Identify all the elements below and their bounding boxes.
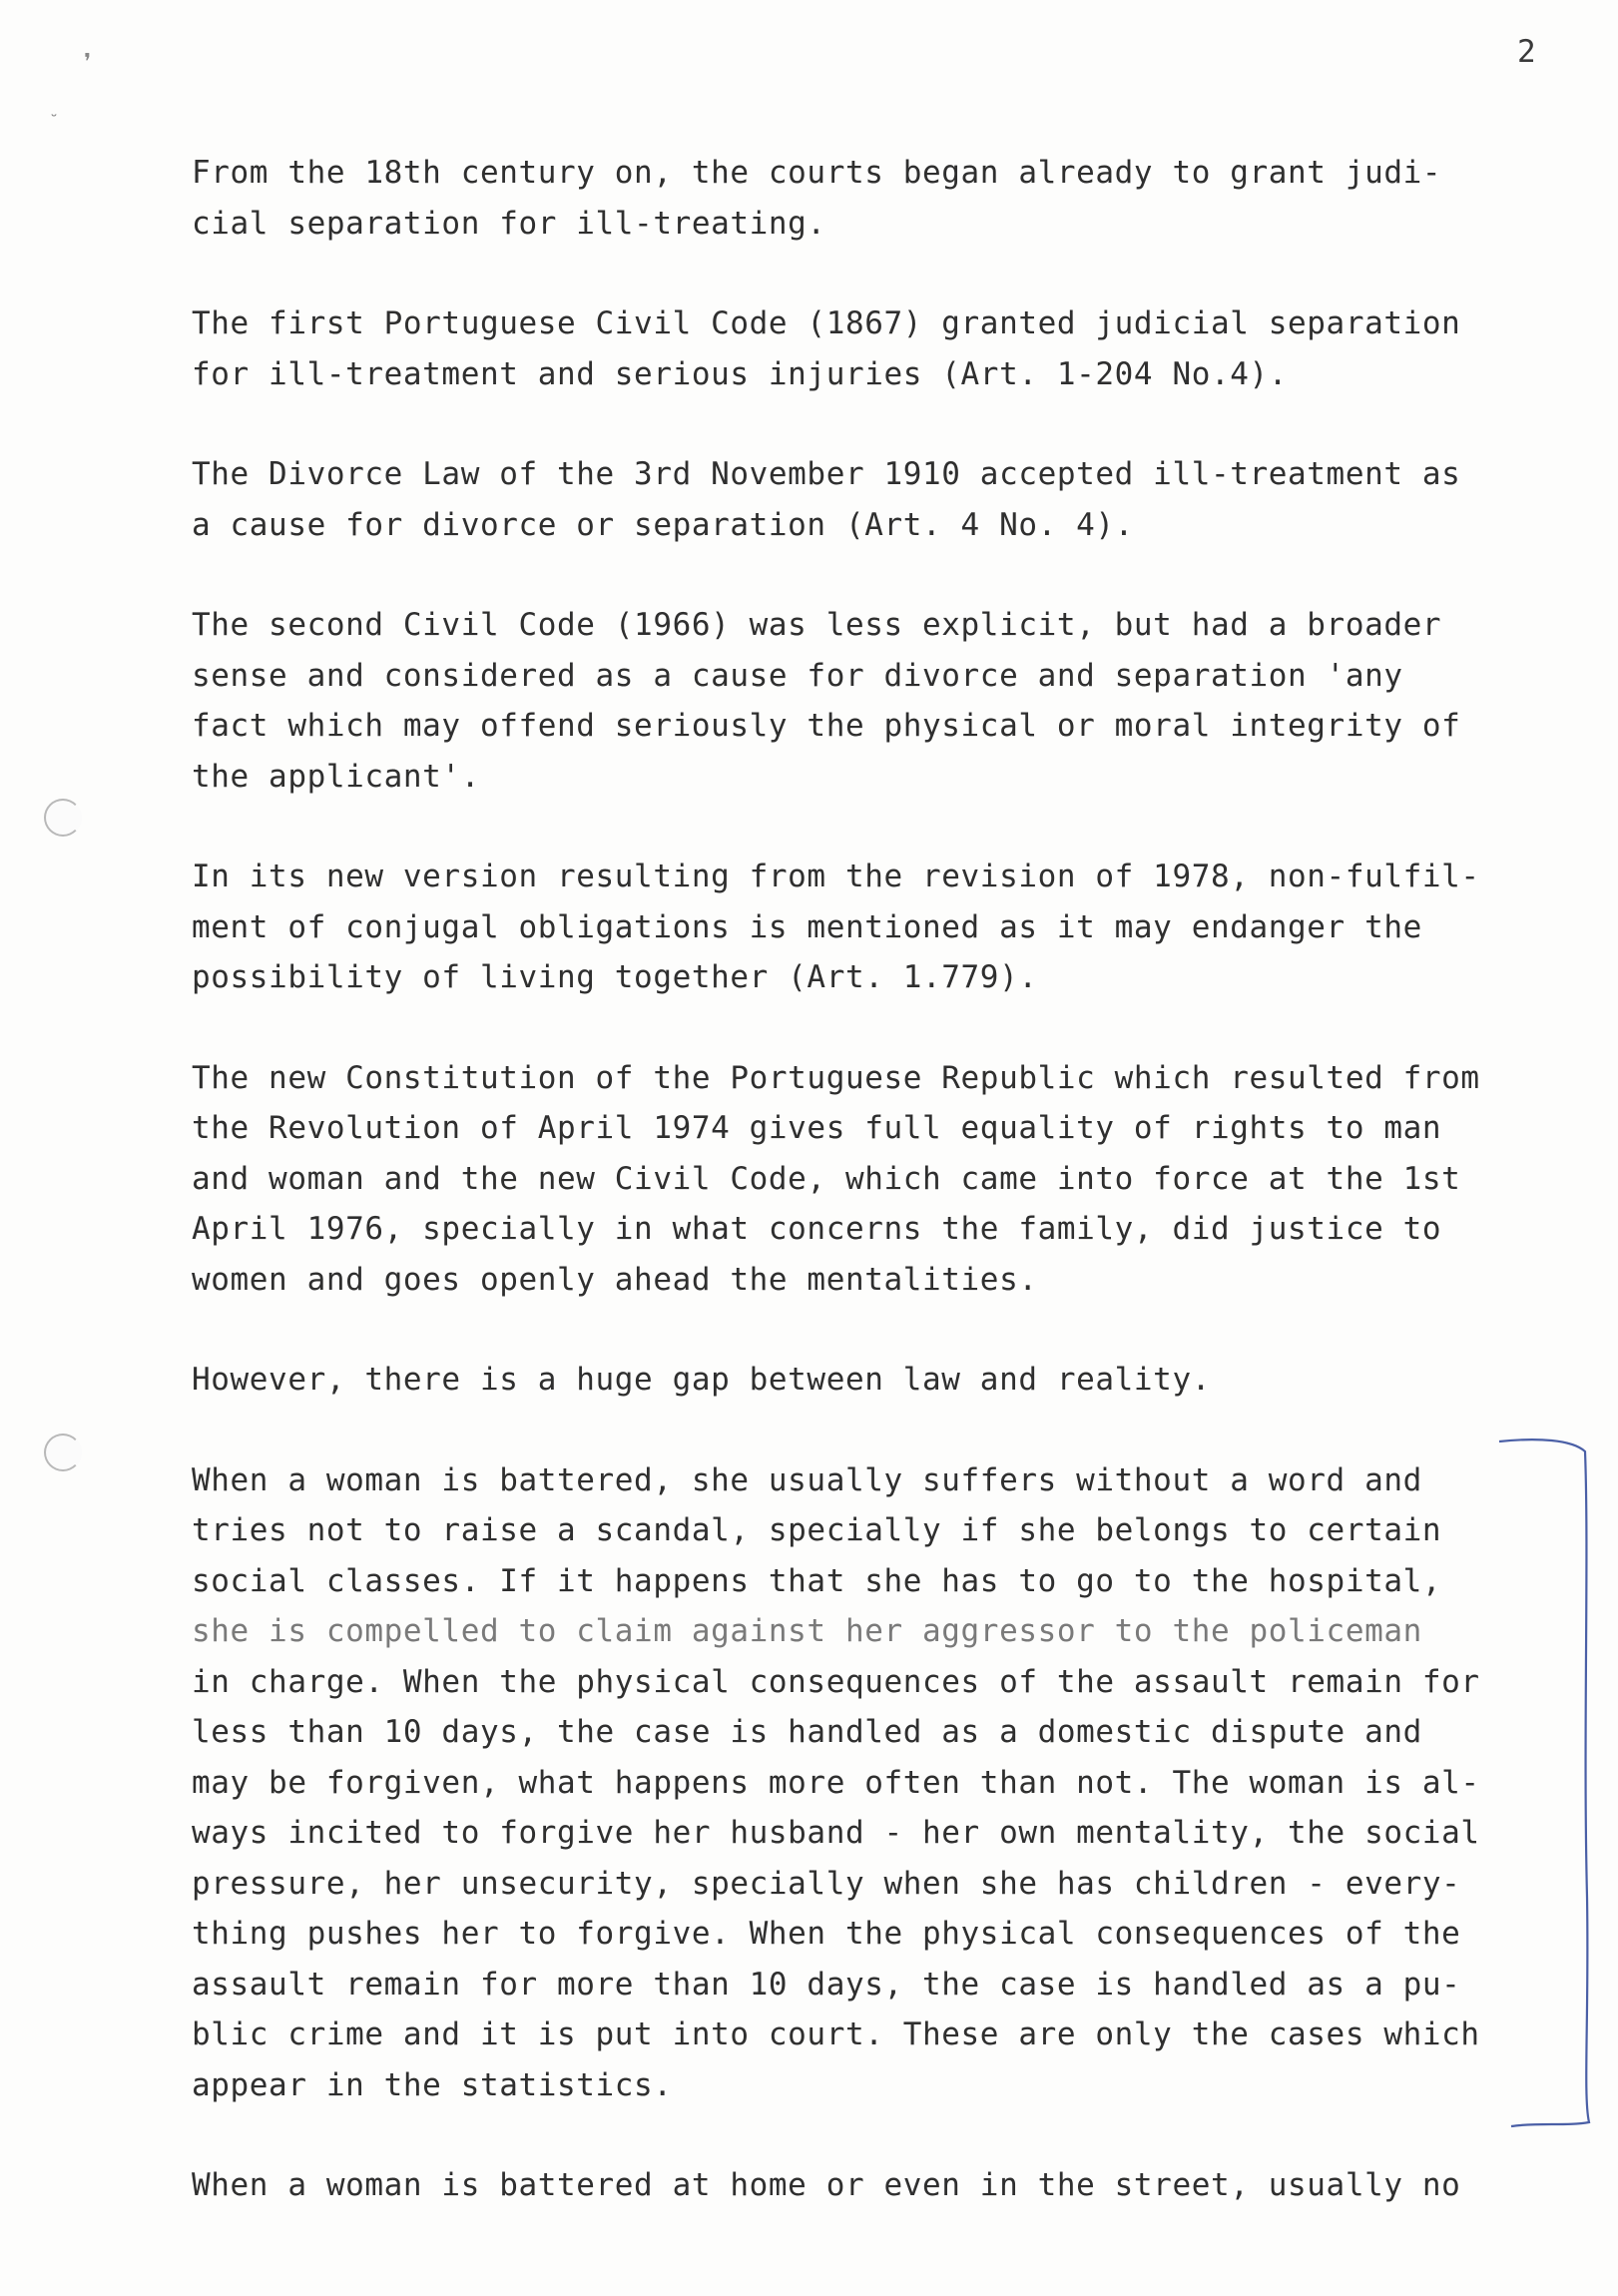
text-line: ways incited to forgive her husband - her own mentality, the social bbox=[192, 1815, 1480, 1851]
paragraph bbox=[192, 148, 1569, 249]
text-line: assault remain for more than 10 days, the case is handled as a pu- bbox=[192, 1966, 1461, 2003]
body-text bbox=[192, 148, 1569, 2261]
text-line: for ill-treatment and serious injuries (Art. 1-204 No.4). bbox=[192, 355, 1289, 392]
text-line: may be forgiven, what happens more often than not. The woman is al- bbox=[192, 1764, 1480, 1801]
paragraph bbox=[192, 298, 1569, 399]
text-line: In its new version resulting from the revision of 1978, non-fulfil- bbox=[192, 859, 1480, 894]
text-line: sense and considered as a cause for divorce and separation 'any bbox=[192, 657, 1403, 694]
text-line: the applicant'. bbox=[192, 758, 480, 795]
text-line: the Revolution of April 1974 gives full equality of rights to man bbox=[192, 1110, 1442, 1146]
text-line: in charge. When the physical consequences of the assault remain for bbox=[192, 1663, 1480, 1700]
text-line: thing pushes her to forgive. When the physical consequences of the bbox=[192, 1916, 1461, 1952]
paragraph bbox=[192, 2160, 1569, 2211]
ink-speck-mark: ˘ bbox=[50, 112, 58, 131]
text-line: ment of conjugal obligations is mentioned as it may endanger the bbox=[192, 908, 1422, 945]
text-line: The new Constitution of the Portuguese Republic which resulted from bbox=[192, 1059, 1480, 1096]
text-line: and woman and the new Civil Code, which came into force at the 1st bbox=[192, 1160, 1461, 1197]
text-line: The first Portuguese Civil Code (1867) granted judicial separation bbox=[192, 305, 1461, 341]
text-line: When a woman is battered at home or even in the street, usually no bbox=[192, 2167, 1461, 2203]
paragraph bbox=[192, 852, 1569, 1003]
text-line: From the 18th century on, the courts began already to grant judi- bbox=[192, 155, 1442, 191]
paragraph bbox=[192, 1455, 1569, 2111]
text-line: cial separation for ill-treating. bbox=[192, 205, 826, 242]
page-number: 2 bbox=[1517, 34, 1536, 70]
text-line: blic crime and it is put into court. These are only the cases which bbox=[192, 2016, 1480, 2052]
punch-hole bbox=[44, 799, 82, 837]
paragraph bbox=[192, 600, 1569, 802]
text-line: less than 10 days, the case is handled as a domestic dispute and bbox=[192, 1714, 1422, 1750]
paragraph bbox=[192, 1355, 1569, 1406]
text-line: pressure, her unsecurity, specially when she has children - every- bbox=[192, 1865, 1461, 1902]
text-line: The second Civil Code (1966) was less explicit, but had a broader bbox=[192, 607, 1442, 643]
paragraph bbox=[192, 1053, 1569, 1306]
text-line: she is compelled to claim against her aggressor to the policeman bbox=[192, 1613, 1422, 1649]
ink-speck-mark: ❜ bbox=[84, 50, 92, 75]
text-line: fact which may offend seriously the physical or moral integrity of bbox=[192, 708, 1461, 744]
text-line: The Divorce Law of the 3rd November 1910 accepted ill-treatment as bbox=[192, 456, 1461, 492]
text-line: When a woman is battered, she usually suffers without a word and bbox=[192, 1461, 1422, 1498]
text-line: appear in the statistics. bbox=[192, 2066, 673, 2103]
text-line: women and goes openly ahead the mentalities. bbox=[192, 1261, 1038, 1298]
text-line: possibility of living together (Art. 1.779). bbox=[192, 959, 1038, 995]
punch-hole bbox=[44, 1434, 82, 1471]
text-line: April 1976, specially in what concerns the family, did justice to bbox=[192, 1211, 1442, 1247]
text-line: a cause for divorce or separation (Art. 4 No. 4). bbox=[192, 506, 1134, 543]
text-line: However, there is a huge gap between law and reality. bbox=[192, 1362, 1211, 1398]
text-line: social classes. If it happens that she has to go to the hospital, bbox=[192, 1562, 1442, 1599]
paragraph bbox=[192, 449, 1569, 550]
text-line: tries not to raise a scandal, specially if she belongs to certain bbox=[192, 1512, 1442, 1548]
